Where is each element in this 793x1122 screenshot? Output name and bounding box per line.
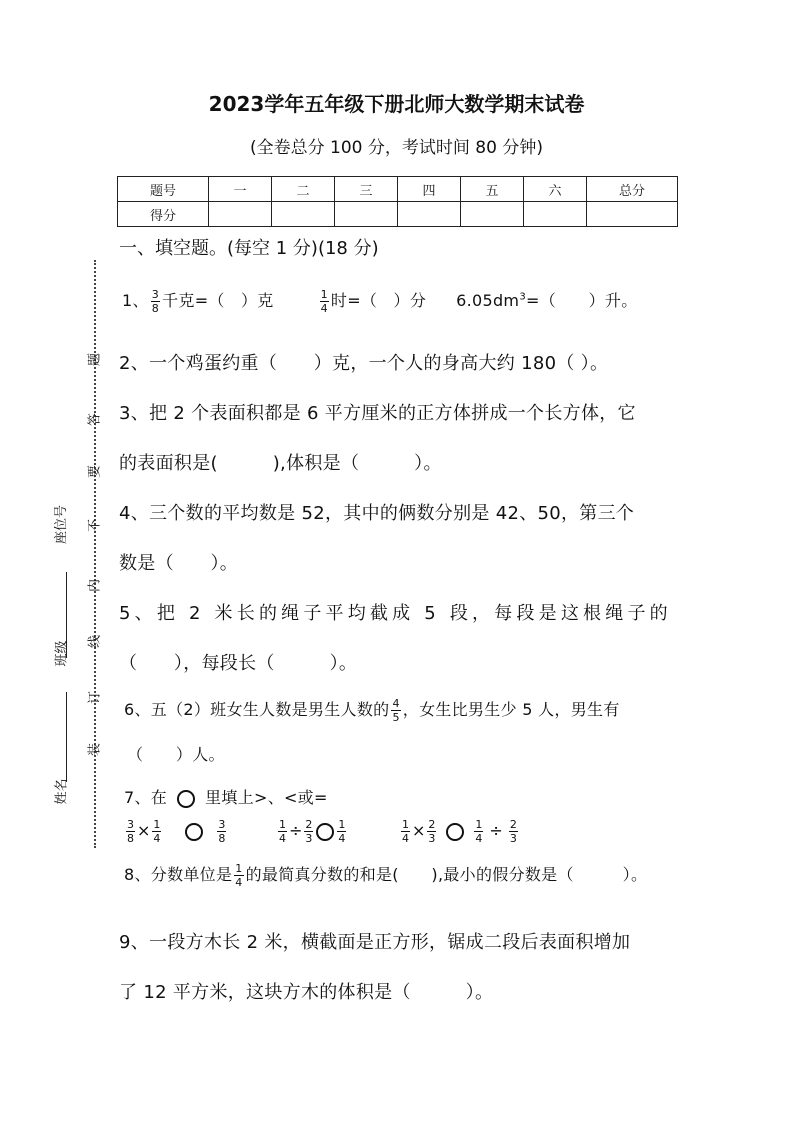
- score-cell[interactable]: [461, 202, 524, 227]
- section-heading: 一、填空题。(每空 1 分)(18 分): [119, 238, 379, 259]
- question-3-line-2: 的表面积是( ),体积是（ ）。: [119, 453, 442, 474]
- fraction: $\frac{1}{4}$: [402, 818, 409, 845]
- score-cell[interactable]: [272, 202, 335, 227]
- table-header-cell: 六: [524, 177, 587, 202]
- table-header-cell: 一: [209, 177, 272, 202]
- question-text: ，女生比男生少 5 人，男生有: [402, 700, 620, 719]
- seal-char: 不: [87, 519, 103, 533]
- score-table-header-row: [118, 177, 678, 202]
- fraction: $\frac{3}{8}$: [218, 818, 226, 845]
- question-7: [124, 785, 328, 808]
- binding-dotted-line: [94, 260, 96, 848]
- question-text: 千克=（ ）克: [162, 291, 274, 310]
- answer-circle[interactable]: [446, 823, 464, 841]
- question-9-line-2: 了 12 平方米，这块方木的体积是（ ）。: [119, 982, 494, 1003]
- table-header-cell: 题号: [118, 177, 209, 202]
- table-header-cell: 四: [398, 177, 461, 202]
- table-row-label: 得分: [118, 202, 209, 227]
- operator: ×: [412, 821, 426, 840]
- score-cell[interactable]: [587, 202, 678, 227]
- question-number: 1、: [122, 291, 149, 310]
- exam-info: (全卷总分 100 分，考试时间 80 分钟): [250, 138, 543, 158]
- question-3-line-1: 3、把 2 个表面积都是 6 平方厘米的正方体拼成一个长方体，它: [119, 403, 636, 424]
- score-table-score-row: [118, 202, 678, 227]
- operator: ×: [137, 821, 151, 840]
- seal-char: 订: [87, 691, 103, 705]
- seal-char: 线: [87, 635, 103, 649]
- question-1: [122, 288, 638, 315]
- question-text: 的最简真分数的和是( ),最小的假分数是（ ）。: [245, 865, 648, 884]
- answer-circle[interactable]: [316, 823, 334, 841]
- operator: ÷: [489, 821, 503, 840]
- question-9-line-1: 9、一段方木长 2 米，横截面是正方形，锯成二段后表面积增加: [119, 932, 631, 953]
- name-underline[interactable]: [66, 692, 67, 782]
- question-text: 8、分数单位是: [124, 865, 233, 884]
- question-text: 里填上>、<或=: [205, 788, 328, 807]
- seal-char: 要: [87, 465, 103, 479]
- question-8: [124, 862, 647, 889]
- seal-char: 答: [87, 413, 103, 427]
- question-5-line-2: （ ），每段长（ ）。: [119, 653, 358, 674]
- fraction: $\frac{1}{4}$: [279, 818, 286, 845]
- question-text: 6.05dm: [456, 291, 520, 310]
- seal-char: 装: [87, 743, 103, 757]
- fraction: $\frac{1}{4}$: [235, 862, 243, 889]
- name-label: 姓名: [54, 778, 70, 805]
- comparison-2: [276, 818, 348, 845]
- table-header-cell: 五: [461, 177, 524, 202]
- question-2: 2、一个鸡蛋约重（ ）克，一个人的身高大约 180（ ）。: [119, 353, 609, 374]
- fraction: $\frac{1}{4}$: [338, 818, 346, 845]
- superscript: 3: [519, 291, 526, 303]
- question-4-line-1: 4、三个数的平均数是 52，其中的俩数分别是 42、50，第三个: [119, 503, 635, 524]
- question-4-line-2: 数是（ ）。: [119, 553, 239, 574]
- table-header-cell: 二: [272, 177, 335, 202]
- question-5-line-1: 5、把 2 米长的绳子平均截成 5 段，每段是这根绳子的: [119, 603, 672, 624]
- seat-number-label: 座位号: [54, 504, 70, 545]
- fraction: $\frac{2}{3}$: [428, 818, 436, 845]
- fraction: $\frac{2}{3}$: [305, 818, 313, 845]
- question-text: 6、五（2）班女生人数是男生人数的: [124, 700, 390, 719]
- page-title: 2023学年五年级下册北师大数学期末试卷: [208, 92, 585, 116]
- score-table: [117, 176, 678, 227]
- answer-circle[interactable]: [185, 823, 203, 841]
- fraction: $\frac{3}{8}$: [127, 818, 134, 845]
- table-header-cell: 三: [335, 177, 398, 202]
- comparison-3: [399, 818, 520, 845]
- question-6-line-1: [124, 697, 620, 724]
- fraction: $\frac{4}{5}$: [392, 697, 400, 724]
- operator: ÷: [289, 821, 303, 840]
- score-cell[interactable]: [209, 202, 272, 227]
- question-6-line-2: （ ）人。: [127, 745, 225, 764]
- fraction: $\frac{1}{4}$: [320, 288, 328, 315]
- question-text: 7、在: [124, 788, 168, 807]
- score-cell[interactable]: [398, 202, 461, 227]
- question-text: =（ ）升。: [525, 291, 638, 310]
- fraction: $\frac{2}{3}$: [509, 818, 517, 845]
- class-label: 班级: [54, 640, 70, 667]
- table-header-cell: 总分: [587, 177, 678, 202]
- seal-char: 内: [87, 579, 103, 593]
- fraction: $\frac{1}{4}$: [153, 818, 161, 845]
- fraction: $\frac{3}{8}$: [151, 288, 160, 315]
- fraction: $\frac{1}{4}$: [475, 818, 483, 845]
- seal-char: 题: [87, 353, 103, 367]
- score-cell[interactable]: [524, 202, 587, 227]
- circle-icon: [177, 790, 195, 808]
- comparison-1: [124, 818, 228, 845]
- score-cell[interactable]: [335, 202, 398, 227]
- question-text: 时=（ ）分: [330, 291, 427, 310]
